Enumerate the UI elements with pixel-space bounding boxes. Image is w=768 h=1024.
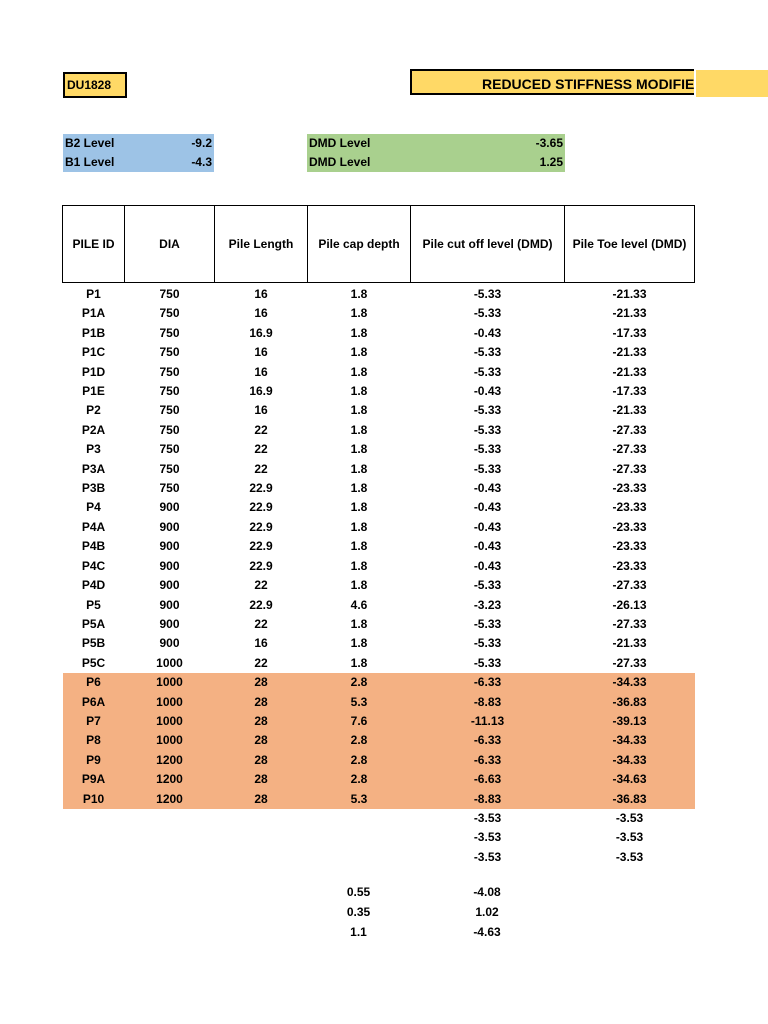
table-cell: -26.13 (612, 597, 647, 612)
table-cell: 1.8 (350, 636, 368, 651)
table-cell: -3.53 (473, 849, 502, 864)
table-cell: -6.33 (411, 731, 565, 750)
table-cell: 1.8 (350, 364, 368, 379)
table-cell: -34.33 (565, 673, 695, 692)
col-header-dia: DIA (125, 206, 215, 283)
table-row (63, 634, 695, 653)
table-cell: 1.8 (350, 422, 368, 437)
table-cell: P1E (82, 384, 105, 399)
table-cell: P1C (81, 345, 106, 360)
table-cell: 1000 (125, 712, 215, 731)
table-cell: -5.33 (473, 287, 502, 301)
table-row (63, 285, 695, 304)
table-cell: -17.33 (612, 325, 647, 340)
table-cell: -23.33 (612, 481, 647, 496)
table-cell: -5.33 (473, 655, 502, 670)
table-cell: 900 (159, 519, 180, 534)
table-cell: -23.33 (612, 539, 647, 554)
table-cell: P2 (86, 403, 101, 418)
table-cell: 1.8 (350, 616, 368, 631)
table-cell: 1.8 (350, 578, 368, 593)
table-cell: -6.63 (411, 770, 565, 789)
table-row-trailing (63, 809, 695, 828)
table-cell: 16 (254, 364, 268, 379)
table-cell: -5.33 (473, 636, 502, 651)
table-cell: -0.43 (473, 481, 502, 496)
table-cell: 900 (159, 500, 180, 515)
table-cell: 1.8 (350, 461, 368, 476)
table-cell (215, 848, 308, 867)
table-cell: 28 (215, 712, 308, 731)
table-row (63, 537, 695, 556)
table-cell: 1.8 (350, 442, 368, 457)
table-cell: 750 (159, 422, 180, 437)
table-cell: P6A (63, 693, 125, 712)
table-cell: -21.33 (612, 287, 647, 301)
table-cell: -6.33 (411, 673, 565, 692)
table-cell: -0.43 (473, 539, 502, 554)
level-label: B1 Level (65, 155, 115, 169)
table-cell: P5 (86, 597, 101, 612)
table-cell: -5.33 (473, 461, 502, 476)
table-cell: 750 (159, 384, 180, 399)
level-label: B2 Level (65, 136, 115, 150)
table-cell: P6 (63, 673, 125, 692)
table-cell: 1000 (156, 655, 183, 670)
table-cell: 16 (254, 403, 268, 418)
table-cell (125, 809, 215, 828)
table-cell: 22 (254, 461, 268, 476)
table-cell: 16 (254, 287, 268, 301)
table-cell: -5.33 (473, 364, 502, 379)
table-cell: 1.8 (350, 287, 368, 301)
table-cell: -5.33 (473, 442, 502, 457)
table-cell: P3A (81, 461, 106, 476)
table-cell: 16.9 (249, 325, 273, 340)
table-cell: 16 (254, 636, 268, 651)
table-cell: 1.8 (350, 345, 368, 360)
table-cell: -27.33 (612, 616, 647, 631)
table-cell: -0.43 (473, 519, 502, 534)
table-row (63, 382, 695, 401)
b1-level-row (63, 153, 214, 172)
table-cell: 750 (159, 442, 180, 457)
table-cell: 750 (159, 306, 180, 321)
table-cell: -6.33 (411, 751, 565, 770)
table-cell: 750 (159, 325, 180, 340)
table-cell: 22 (254, 616, 268, 631)
dmd-level-row-1 (307, 134, 565, 153)
table-cell (308, 848, 411, 867)
table-cell: -27.33 (612, 442, 647, 457)
extra-cap-value: 0.55 (346, 885, 371, 899)
table-cell: 750 (159, 461, 180, 476)
table-cell: -0.43 (473, 500, 502, 515)
table-cell: P10 (63, 790, 125, 809)
table-cell: -34.33 (565, 751, 695, 770)
table-cell: 1.8 (350, 500, 368, 515)
table-cell: 1000 (125, 673, 215, 692)
table-cell: P9A (63, 770, 125, 789)
table-cell: 28 (215, 693, 308, 712)
job-id-box: DU1828 (63, 72, 127, 98)
table-cell: 22.9 (249, 558, 273, 573)
table-row (63, 576, 695, 595)
title-fill-extension (696, 70, 768, 97)
table-cell: -5.33 (473, 578, 502, 593)
table-row (63, 498, 695, 517)
table-cell: 1.8 (350, 481, 368, 496)
table-cell: P4A (81, 519, 106, 534)
table-cell: -27.33 (612, 655, 647, 670)
table-row (63, 421, 695, 440)
table-cell: -27.33 (612, 578, 647, 593)
table-row (63, 654, 695, 673)
table-row (63, 460, 695, 479)
table-cell: 1200 (125, 790, 215, 809)
table-cell: 900 (159, 636, 180, 651)
table-cell: 900 (159, 616, 180, 631)
table-cell (308, 828, 411, 847)
table-cell: -3.53 (473, 810, 502, 825)
table-cell: 2.8 (308, 673, 411, 692)
table-cell: P5C (81, 655, 106, 670)
table-row (63, 304, 695, 323)
table-cell: -17.33 (612, 384, 647, 399)
table-cell: 1200 (125, 770, 215, 789)
table-cell: 1.8 (350, 325, 368, 340)
table-cell: -3.53 (473, 830, 502, 845)
col-header-cut-off-level: Pile cut off level (DMD) (411, 206, 565, 283)
table-cell: 900 (159, 558, 180, 573)
table-cell: 28 (215, 770, 308, 789)
table-cell: 22 (254, 655, 268, 670)
level-value: -4.3 (191, 155, 212, 169)
table-cell: -21.33 (612, 403, 647, 418)
table-cell (215, 809, 308, 828)
table-cell: 900 (159, 578, 180, 593)
extra-cutoff-value: 1.02 (475, 905, 499, 919)
table-row (63, 401, 695, 420)
table-cell: -5.33 (473, 403, 502, 418)
table-cell: 22 (254, 578, 268, 593)
table-cell: 16 (254, 345, 268, 360)
table-header-row (63, 206, 695, 283)
table-cell: -0.43 (473, 558, 502, 573)
level-label: DMD Level (309, 136, 371, 150)
table-cell: -34.33 (565, 731, 695, 750)
table-cell: -39.13 (565, 712, 695, 731)
table-row (63, 440, 695, 459)
table-cell: 22 (254, 422, 268, 437)
sheet-title: REDUCED STIFFNESS MODIFIE (410, 69, 694, 95)
level-value: 1.25 (539, 155, 563, 169)
level-label: DMD Level (309, 155, 371, 169)
table-cell: P1B (81, 325, 106, 340)
table-cell: P1 (86, 287, 101, 301)
table-cell: -36.83 (565, 693, 695, 712)
table-row (63, 673, 695, 692)
table-row (63, 518, 695, 537)
table-cell: -36.83 (565, 790, 695, 809)
table-cell: P7 (63, 712, 125, 731)
table-row (63, 343, 695, 362)
table-cell (308, 809, 411, 828)
table-cell: -21.33 (612, 345, 647, 360)
table-row (63, 751, 695, 770)
table-row (63, 712, 695, 731)
table-cell: -23.33 (612, 558, 647, 573)
table-row-trailing (63, 848, 695, 867)
table-cell: 16.9 (249, 384, 273, 399)
table-cell: P4C (81, 558, 106, 573)
extra-cap-value: 1.1 (350, 925, 367, 939)
table-cell: 1200 (125, 751, 215, 770)
table-row (63, 596, 695, 615)
table-cell: 1.8 (350, 539, 368, 554)
table-cell: 1.8 (350, 403, 368, 418)
table-cell: 5.3 (308, 693, 411, 712)
col-header-pile-cap-depth: Pile cap depth (308, 206, 411, 283)
table-cell: -3.53 (615, 830, 644, 845)
extra-cutoff-value: -4.08 (473, 885, 501, 899)
table-cell: P1A (81, 306, 106, 321)
table-cell: -23.33 (612, 519, 647, 534)
table-cell: 2.8 (308, 751, 411, 770)
table-cell (125, 828, 215, 847)
col-header-pile-id: PILE ID (63, 206, 125, 283)
table-cell: 1.8 (350, 384, 368, 399)
pile-table (62, 205, 695, 867)
table-cell: 4.6 (350, 597, 368, 612)
table-cell: 750 (159, 345, 180, 360)
table-cell: -3.53 (615, 810, 644, 825)
table-cell: P4B (81, 539, 106, 554)
table-cell: 1.8 (350, 306, 368, 321)
table-cell (63, 848, 125, 867)
table-cell: 22.9 (249, 539, 273, 554)
table-row (63, 790, 695, 809)
table-cell: 22.9 (249, 500, 273, 515)
table-cell: 750 (159, 403, 180, 418)
table-cell: 900 (159, 539, 180, 554)
table-cell (63, 809, 125, 828)
table-cell: -3.23 (473, 597, 502, 612)
table-cell: -5.33 (473, 422, 502, 437)
table-cell: 2.8 (308, 770, 411, 789)
table-row (63, 363, 695, 382)
dmd-level-row-2 (307, 153, 565, 172)
table-cell: -5.33 (473, 306, 502, 321)
table-row (63, 731, 695, 750)
table-cell: P3B (81, 481, 106, 496)
table-cell: -34.63 (565, 770, 695, 789)
table-cell: P5B (81, 636, 106, 651)
table-cell: -3.53 (615, 849, 644, 864)
table-row (63, 693, 695, 712)
table-row (63, 324, 695, 343)
table-cell: 22.9 (249, 519, 273, 534)
table-cell: P4D (81, 578, 106, 593)
level-value: -9.2 (191, 136, 212, 150)
table-cell: 1.8 (350, 519, 368, 534)
table-cell: 1.8 (350, 558, 368, 573)
table-cell: -11.13 (411, 712, 565, 731)
table-cell: 16 (254, 306, 268, 321)
level-value: -3.65 (535, 136, 563, 150)
table-cell: 750 (159, 481, 180, 496)
col-header-toe-level: Pile Toe level (DMD) (565, 206, 695, 283)
table-cell: P1D (81, 364, 106, 379)
table-cell: -21.33 (612, 636, 647, 651)
table-cell: P2A (81, 422, 106, 437)
table-cell: -0.43 (473, 384, 502, 399)
table-cell: -21.33 (612, 306, 647, 321)
table-row (63, 615, 695, 634)
extra-cutoff-value: -4.63 (473, 925, 501, 939)
table-cell: P9 (63, 751, 125, 770)
table-cell: -5.33 (473, 345, 502, 360)
table-row (63, 557, 695, 576)
table-cell: 1000 (125, 731, 215, 750)
table-cell: P5A (81, 616, 106, 631)
table-cell: 750 (159, 364, 180, 379)
table-cell: P4 (86, 500, 101, 515)
table-cell (215, 828, 308, 847)
table-cell: -27.33 (612, 422, 647, 437)
table-cell: 22.9 (249, 481, 273, 496)
table-cell: -5.33 (473, 616, 502, 631)
table-cell: 2.8 (308, 731, 411, 750)
table-cell: -0.43 (473, 325, 502, 340)
table-row (63, 479, 695, 498)
extra-cap-value: 0.35 (346, 905, 371, 919)
table-cell: 7.6 (308, 712, 411, 731)
table-cell: 750 (159, 287, 180, 301)
table-cell: -27.33 (612, 461, 647, 476)
table-cell: P3 (86, 442, 101, 457)
table-cell: 5.3 (308, 790, 411, 809)
table-cell: P8 (63, 731, 125, 750)
table-cell: 28 (215, 731, 308, 750)
b2-level-row (63, 134, 214, 153)
table-cell: 1000 (125, 693, 215, 712)
table-cell: 28 (215, 790, 308, 809)
table-cell: 28 (215, 751, 308, 770)
table-row-trailing (63, 828, 695, 847)
table-cell: 22.9 (249, 597, 273, 612)
table-cell: -8.83 (411, 790, 565, 809)
table-cell: -8.83 (411, 693, 565, 712)
table-cell (63, 828, 125, 847)
table-cell: -23.33 (612, 500, 647, 515)
col-header-pile-length: Pile Length (215, 206, 308, 283)
table-cell: 22 (254, 442, 268, 457)
table-body (63, 283, 695, 868)
table-cell: 900 (159, 597, 180, 612)
table-cell: 28 (215, 673, 308, 692)
table-cell (125, 848, 215, 867)
table-cell: 1.8 (350, 655, 368, 670)
table-cell: -21.33 (612, 364, 647, 379)
table-row (63, 770, 695, 789)
